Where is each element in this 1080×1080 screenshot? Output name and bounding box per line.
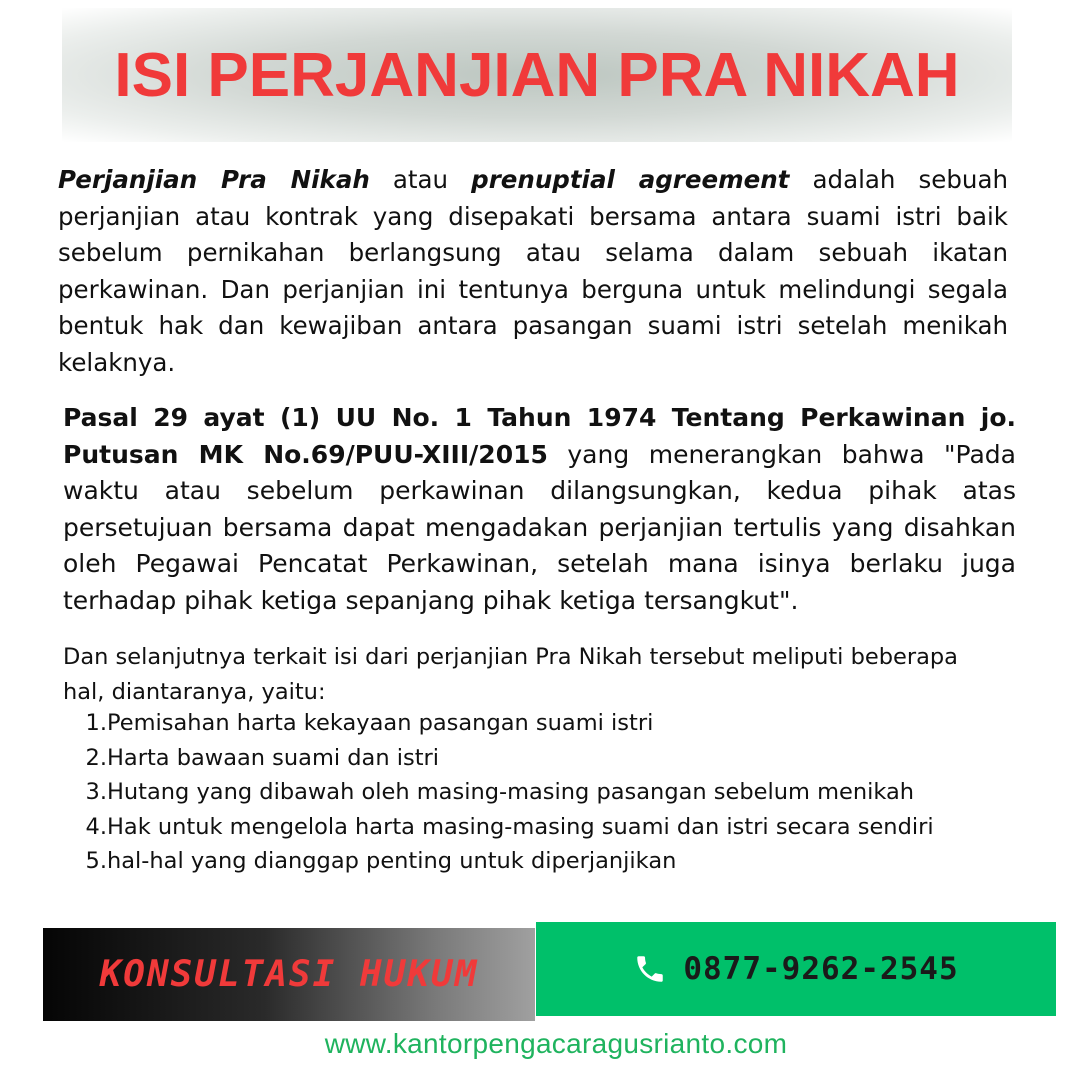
list-item (63, 844, 1023, 879)
list-item (63, 741, 1023, 776)
phone-contact-button[interactable] (536, 922, 1056, 1016)
list-item-number: 2. (85, 744, 107, 771)
contents-intro (63, 640, 1021, 709)
website-link[interactable]: www.kantorpengacaragusrianto.com (324, 1028, 788, 1059)
list-item-text: Hak untuk mengelola harta masing-masing suami dan istri secara sendiri (107, 813, 934, 840)
contents-intro-line-1: Dan selanjutnya terkait isi dari perjanjian Pra Nikah tersebut meliputi beberapa (63, 644, 958, 670)
intro-body: adalah sebuah perjanjian atau kontrak yang disepakati bersama antara suami istri baik sebelum pernikahan berlangsung atau selama dalam sebuah ikatan perkawinan. Dan perjanjian ini tentunya berguna untuk melindungi segala bentuk hak dan kewajiban antara pasangan suami istri setelah menikah kelaknya. (58, 165, 1008, 377)
list-item-text: hal-hal yang dianggap penting untuk diperjanjikan (107, 848, 677, 874)
list-item-text: Hutang yang dibawah oleh masing-masing pasangan sebelum menikah (107, 779, 915, 805)
list-item-number: 1. (85, 710, 107, 736)
legal-body: yang menerangkan bahwa "Pada waktu atau sebelum perkawinan dilangsungkan, kedua pihak atas persetujuan bersama dapat mengadakan perjanjian tertulis yang disahkan oleh Pegawai Pencatat Perkawinan, setelah mana isinya berlaku juga terhadap pihak ketiga sepanjang pihak ketiga tersangkut". (63, 439, 1016, 615)
phone-number: 0877-9262-2545 (683, 951, 959, 987)
list-item (63, 706, 1023, 741)
list-item-number: 5. (85, 848, 107, 874)
intro-paragraph (58, 162, 1008, 381)
list-item (63, 810, 1023, 845)
list-item-number: 4. (85, 813, 107, 840)
contents-list (63, 706, 1023, 879)
list-item-number: 3. (85, 779, 107, 805)
page-title: ISI PERJANJIAN PRA NIKAH (114, 40, 960, 110)
list-item-text: Harta bawaan suami dan istri (107, 744, 440, 771)
legal-citation: Pasal 29 ayat (1) UU No. 1 Tahun 1974 Tentang Perkawinan jo. Putusan MK No.69/PUU-XIII/2015 (63, 403, 1016, 469)
intro-conjunction: atau (369, 165, 472, 194)
list-item-text: Pemisahan harta kekayaan pasangan suami istri (107, 710, 654, 736)
legal-basis-paragraph (63, 400, 1016, 619)
term-perjanjian-pra-nikah: Perjanjian Pra Nikah (58, 165, 370, 194)
contents-intro-line-2: hal, diantaranya, yaitu: (63, 678, 326, 705)
consultation-label: KONSULTASI HUKUM (99, 954, 479, 995)
phone-icon (633, 952, 667, 986)
list-item (63, 775, 1023, 810)
term-prenuptial-agreement: prenuptial agreement (471, 165, 790, 194)
